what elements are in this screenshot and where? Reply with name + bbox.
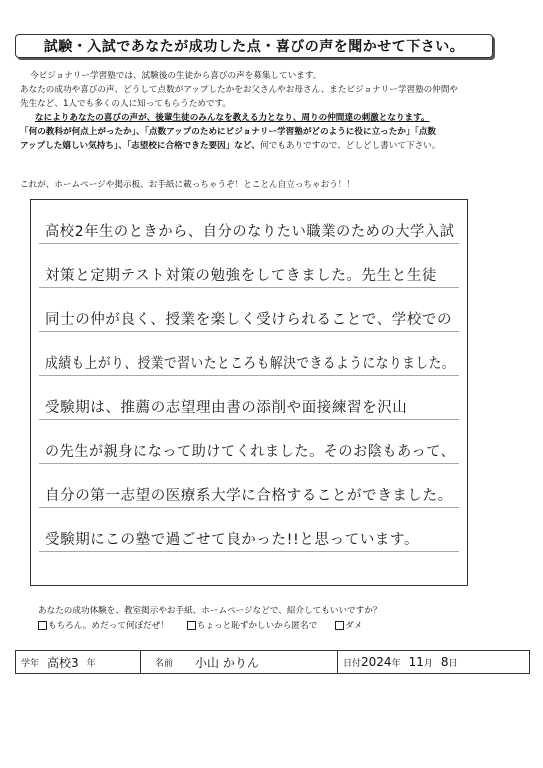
date-year-suffix: 年 [391, 658, 401, 669]
ruled-line [39, 551, 459, 552]
intro-line: 今ビジョナリー学習塾では、試験後の生徒から喜びの声を募集しています。 [30, 71, 322, 81]
grade-value[interactable]: 高校3 [47, 655, 79, 670]
date-year[interactable]: 2024 [361, 655, 392, 669]
intro-prompts-cont: アップした嬉しい気持ち」、「志望校に合格できた要因」など、 [20, 141, 261, 151]
name-value[interactable]: 小山 かりん [195, 655, 259, 670]
page-title-box [15, 34, 493, 58]
handwritten-line: 受験期は、推薦の志望理由書の添削や面接練習を沢山 [45, 400, 408, 416]
date-month-suffix: 月 [423, 658, 433, 669]
call-to-action: これが、ホームページや掲示板、お手紙に載っちゃうぞ！とことん自立っちゃおう！！ [20, 180, 355, 190]
handwritten-line: 同士の仲が良く、授業を楽しく受けられることで、学校での [45, 312, 453, 328]
name-label: 名前 [155, 658, 174, 669]
handwritten-line: 自分の第一志望の医療系大学に合格することができました。 [45, 488, 453, 504]
info-footer [15, 650, 530, 674]
ruled-line [39, 243, 459, 244]
intro-line: あなたの成功や喜びの声、どうして点数がアップしたかをお父さんやお母さん、またビジョナリー学習塾の仲間や [20, 85, 459, 95]
option-ok[interactable] [38, 619, 169, 631]
handwritten-line: 受験期にこの塾で過ごせて良かった!!と思っています。 [45, 532, 420, 548]
option-anonymous[interactable] [187, 619, 317, 631]
intro-prompts: 「何の教科が何点上がったか」、「点数アップのためにビジョナリー学習塾がどのように役に立ったか」「点数 [20, 127, 437, 137]
intro-line: 先生など、1人でも多くの人に知ってもらうためです。 [20, 99, 232, 109]
option-label: もちろん。めだって何ぼだぜ！ [48, 621, 169, 631]
checkbox-icon[interactable] [38, 621, 47, 630]
option-label: ダメ [345, 621, 363, 631]
ruled-line [39, 375, 459, 376]
option-label: ちょっと恥ずかしいから匿名で [196, 621, 318, 631]
option-no[interactable] [335, 619, 362, 631]
intro-line [20, 139, 490, 153]
ruled-line [39, 419, 459, 420]
grade-suffix: 年 [86, 658, 96, 669]
ruled-line [39, 463, 459, 464]
date-month[interactable]: 11 [408, 655, 424, 669]
ruled-line [39, 331, 459, 332]
ruled-line [39, 287, 459, 288]
date-label: 日付 [343, 658, 362, 669]
testimonial-box [30, 199, 468, 586]
share-permission-options [38, 619, 362, 631]
handwritten-line: の先生が親身になって助けてくれました。そのお陰もあって、 [45, 444, 456, 460]
grade-cell [16, 651, 141, 673]
intro-emphasis: なによりあなたの喜びの声が、後輩生徒のみんなを教える力となり、周りの仲間達の刺激となります。 [35, 113, 430, 123]
share-permission-question: あなたの成功体験を、教室掲示やお手紙、ホームページなどで、紹介してもいいですか？ [38, 606, 382, 616]
date-cell [338, 651, 529, 673]
handwritten-line: 対策と定期テスト対策の勉強をしてきました。先生と生徒 [45, 268, 438, 284]
checkbox-icon[interactable] [335, 621, 344, 630]
date-day[interactable]: 8 [440, 655, 449, 669]
ruled-line [39, 507, 459, 508]
date-day-suffix: 日 [448, 658, 458, 669]
intro-closing: 何でもありですので、どしどし書いて下さい。 [260, 141, 441, 151]
intro-line [20, 111, 490, 125]
intro-line [20, 125, 490, 139]
intro-text [20, 69, 490, 153]
checkbox-icon[interactable] [187, 621, 196, 630]
handwritten-line: 成績も上がり、授業で習いたところも解決できるようになりました。 [45, 356, 456, 372]
page-title: 試験・入試であなたが成功した点・喜びの声を聞かせて下さい。 [43, 39, 465, 55]
grade-label: 学年 [21, 658, 40, 669]
name-cell [141, 651, 338, 673]
handwritten-line: 高校2年生のときから、自分のなりたい職業のための大学入試 [45, 224, 455, 240]
